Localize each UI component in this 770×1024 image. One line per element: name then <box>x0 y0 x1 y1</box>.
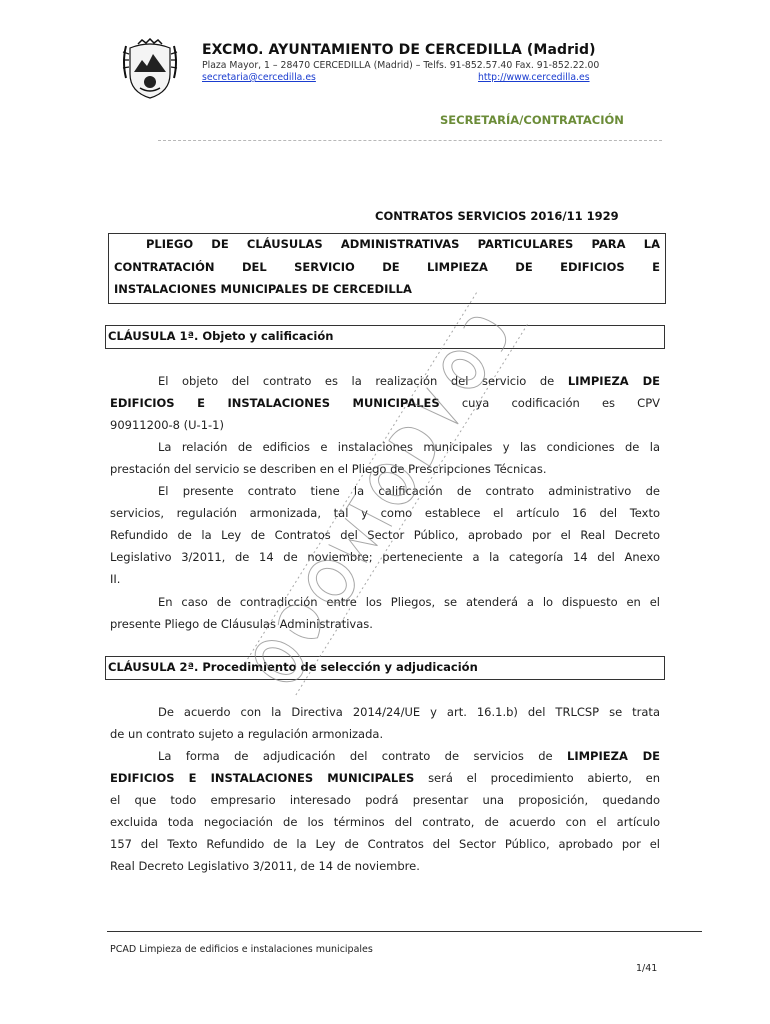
clause-2-para-2-line-5: 157 del Texto Refundido de la Ley de Contratos del Sector Público, aprobado por el <box>110 837 660 851</box>
clause-2-heading-box <box>105 656 665 680</box>
municipal-crest-icon <box>120 38 180 100</box>
clause-1-para-1-line-3: 90911200-8 (U-1-1) <box>110 418 224 432</box>
page-number: 1/41 <box>636 963 658 974</box>
clause-1-para-3-line-3: Refundido de la Ley de Contratos del Sector Público, aprobado por el Real Decreto <box>110 528 660 542</box>
clause-2-heading: CLÁUSULA 2ª. Procedimiento de selección y adjudicación <box>108 660 478 674</box>
contract-reference: CONTRATOS SERVICIOS 2016/11 1929 <box>375 209 619 223</box>
clause-2-para-2-line-3: el que todo empresario interesado podrá presentar una proposición, quedando <box>110 793 660 807</box>
clause-1-para-3-line-1: El presente contrato tiene la calificación de contrato administrativo de <box>158 484 660 498</box>
website-link[interactable]: http://www.cercedilla.es <box>478 72 590 83</box>
title-line-3: INSTALACIONES MUNICIPALES DE CERCEDILLA <box>114 282 412 296</box>
clause-1-para-3-line-2: servicios, regulación armonizada, tal y como establece el artículo 16 del Texto <box>110 506 660 520</box>
organization-address: Plaza Mayor, 1 – 28470 CERCEDILLA (Madrid) – Telfs. 91-852.57.40 Fax. 91-852.22.00 <box>202 60 600 71</box>
clause-2-para-2-line-1: La forma de adjudicación del contrato de servicios de LIMPIEZA DE <box>158 749 661 763</box>
footer-text: PCAD Limpieza de edificios e instalaciones municipales <box>110 944 373 955</box>
clause-2-para-2-line-4: excluida toda negociación de los términos del contrato, de acuerdo con el artículo <box>110 815 660 829</box>
clause-2-para-2-line-6: Real Decreto Legislativo 3/2011, de 14 de noviembre. <box>110 859 420 873</box>
clause-1-heading: CLÁUSULA 1ª. Objeto y calificación <box>108 329 334 343</box>
diagonal-outline-stamp-watermark <box>150 240 610 760</box>
organization-name: EXCMO. AYUNTAMIENTO DE CERCEDILLA (Madrid) <box>202 42 596 58</box>
email-link[interactable]: secretaria@cercedilla.es <box>202 72 316 83</box>
department-label: SECRETARÍA/CONTRATACIÓN <box>440 113 624 127</box>
clause-1-para-2-line-2: prestación del servicio se describen en el Pliego de Prescripciones Técnicas. <box>110 462 547 476</box>
clause-1-para-2-line-1: La relación de edificios e instalaciones municipales y las condiciones de la <box>158 440 660 454</box>
footer-divider <box>107 931 702 932</box>
clause-1-para-4-line-2: presente Pliego de Cláusulas Administrativas. <box>110 617 373 631</box>
clause-2-para-1-line-2: de un contrato sujeto a regulación armonizada. <box>110 727 384 741</box>
clause-1-para-1-line-1: El objeto del contrato es la realización del servicio de LIMPIEZA DE <box>158 374 660 388</box>
clause-1-para-1-line-2: EDIFICIOS E INSTALACIONES MUNICIPALES cuya codificación es CPV <box>110 396 661 410</box>
clause-1-para-3-line-4: Legislativo 3/2011, de 14 de noviembre; perteneciente a la categoría 14 del Anexo <box>110 550 660 564</box>
title-line-1: PLIEGO DE CLÁUSULAS ADMINISTRATIVAS PARTICULARES PARA LA <box>146 237 660 251</box>
clause-1-para-3-line-5: II. <box>110 572 121 586</box>
clause-1-para-4-line-1: En caso de contradicción entre los Pliegos, se atenderá a lo dispuesto en el <box>158 595 660 609</box>
clause-1-heading-box <box>105 325 665 349</box>
clause-2-para-2-line-2: EDIFICIOS E INSTALACIONES MUNICIPALES será el procedimiento abierto, en <box>110 771 661 785</box>
clause-2-para-1-line-1: De acuerdo con la Directiva 2014/24/UE y art. 16.1.b) del TRLCSP se trata <box>158 705 660 719</box>
title-line-2: CONTRATACIÓN DEL SERVICIO DE LIMPIEZA DE EDIFICIOS E <box>114 260 660 274</box>
document-title-box <box>108 233 666 304</box>
header-divider <box>158 140 662 141</box>
